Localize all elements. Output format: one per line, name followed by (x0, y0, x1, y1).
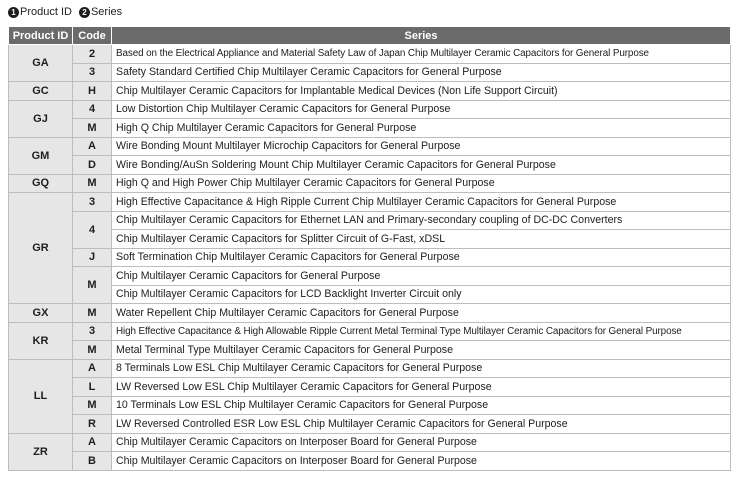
header-row (9, 27, 731, 45)
table-row (9, 45, 731, 64)
table-row (9, 137, 731, 156)
product-id-cell: GX (9, 304, 73, 323)
table-row (9, 341, 731, 360)
series-cell: Metal Terminal Type Multilayer Ceramic Capacitors for General Purpose (112, 341, 731, 360)
header-product-id: Product ID (9, 27, 73, 45)
code-cell: M (73, 174, 112, 193)
table-row (9, 230, 731, 249)
legend-item-product-id (8, 6, 72, 18)
table-row (9, 433, 731, 452)
series-cell: 8 Terminals Low ESL Chip Multilayer Ceramic Capacitors for General Purpose (112, 359, 731, 378)
series-cell: Chip Multilayer Ceramic Capacitors for Implantable Medical Devices (Non Life Support Circuit) (112, 82, 731, 101)
table-row (9, 267, 731, 286)
code-cell: H (73, 82, 112, 101)
table-row (9, 119, 731, 138)
table-row (9, 100, 731, 119)
series-cell: Chip Multilayer Ceramic Capacitors on Interposer Board for General Purpose (112, 433, 731, 452)
product-id-cell: ZR (9, 433, 73, 470)
product-id-cell: LL (9, 359, 73, 433)
table-row (9, 248, 731, 267)
table-row (9, 415, 731, 434)
product-id-cell: GQ (9, 174, 73, 193)
series-cell: LW Reversed Controlled ESR Low ESL Chip Multilayer Ceramic Capacitors for General Purpose (112, 415, 731, 434)
series-cell: Low Distortion Chip Multilayer Ceramic Capacitors for General Purpose (112, 100, 731, 119)
legend-label: Product ID (20, 6, 72, 18)
code-cell: M (73, 341, 112, 360)
code-cell: 4 (73, 211, 112, 248)
product-id-cell: GJ (9, 100, 73, 137)
table-row (9, 378, 731, 397)
series-table (8, 26, 731, 471)
code-cell: 3 (73, 193, 112, 212)
series-cell: Soft Termination Chip Multilayer Ceramic Capacitors for General Purpose (112, 248, 731, 267)
series-cell: Safety Standard Certified Chip Multilayer Ceramic Capacitors for General Purpose (112, 63, 731, 82)
circled-number-2-icon: 2 (79, 7, 90, 18)
code-cell: R (73, 415, 112, 434)
series-cell: Water Repellent Chip Multilayer Ceramic Capacitors for General Purpose (112, 304, 731, 323)
table-row (9, 156, 731, 175)
code-cell: M (73, 304, 112, 323)
series-cell: Chip Multilayer Ceramic Capacitors for LCD Backlight Inverter Circuit only (112, 285, 731, 304)
series-cell: 10 Terminals Low ESL Chip Multilayer Ceramic Capacitors for General Purpose (112, 396, 731, 415)
code-cell: B (73, 452, 112, 471)
table-row (9, 359, 731, 378)
table-row (9, 452, 731, 471)
table-body (9, 45, 731, 471)
legend-item-series (79, 6, 122, 18)
product-id-cell: GM (9, 137, 73, 174)
series-cell: High Effective Capacitance & High Allowable Ripple Current Metal Terminal Type Multilayer Ceramic Capacitors for General Purpose (112, 322, 731, 341)
table-row (9, 193, 731, 212)
series-cell: Chip Multilayer Ceramic Capacitors on Interposer Board for General Purpose (112, 452, 731, 471)
code-cell: 3 (73, 63, 112, 82)
series-cell: High Q and High Power Chip Multilayer Ceramic Capacitors for General Purpose (112, 174, 731, 193)
code-cell: M (73, 119, 112, 138)
series-cell: Wire Bonding Mount Multilayer Microchip Capacitors for General Purpose (112, 137, 731, 156)
table-row (9, 82, 731, 101)
code-cell: A (73, 137, 112, 156)
circled-number-1-icon: 1 (8, 7, 19, 18)
legend (8, 4, 129, 20)
series-cell: Based on the Electrical Appliance and Material Safety Law of Japan Chip Multilayer Ceramic Capacitors for General Purpose (112, 45, 731, 64)
code-cell: J (73, 248, 112, 267)
series-cell: High Q Chip Multilayer Ceramic Capacitors for General Purpose (112, 119, 731, 138)
code-cell: D (73, 156, 112, 175)
series-cell: Wire Bonding/AuSn Soldering Mount Chip Multilayer Ceramic Capacitors for General Purpose (112, 156, 731, 175)
table-row (9, 396, 731, 415)
code-cell: A (73, 359, 112, 378)
header-code: Code (73, 27, 112, 45)
series-cell: Chip Multilayer Ceramic Capacitors for Ethernet LAN and Primary-secondary coupling of DC-DC Converters (112, 211, 731, 230)
table-row (9, 211, 731, 230)
table-row (9, 285, 731, 304)
legend-label: Series (90, 6, 123, 18)
table-row (9, 322, 731, 341)
code-cell: 2 (73, 45, 112, 64)
product-id-cell: GA (9, 45, 73, 82)
product-id-cell: GC (9, 82, 73, 101)
series-cell: Chip Multilayer Ceramic Capacitors for Splitter Circuit of G-Fast, xDSL (112, 230, 731, 249)
product-id-cell: KR (9, 322, 73, 359)
series-cell: Chip Multilayer Ceramic Capacitors for General Purpose (112, 267, 731, 286)
series-cell: High Effective Capacitance & High Ripple Current Chip Multilayer Ceramic Capacitors for General Purpose (112, 193, 731, 212)
header-series: Series (112, 27, 731, 45)
code-cell: A (73, 433, 112, 452)
table-row (9, 63, 731, 82)
code-cell: 3 (73, 322, 112, 341)
table-row (9, 174, 731, 193)
table-row (9, 304, 731, 323)
series-cell: LW Reversed Low ESL Chip Multilayer Ceramic Capacitors for General Purpose (112, 378, 731, 397)
code-cell: 4 (73, 100, 112, 119)
code-cell: M (73, 267, 112, 304)
product-id-cell: GR (9, 193, 73, 304)
code-cell: M (73, 396, 112, 415)
code-cell: L (73, 378, 112, 397)
